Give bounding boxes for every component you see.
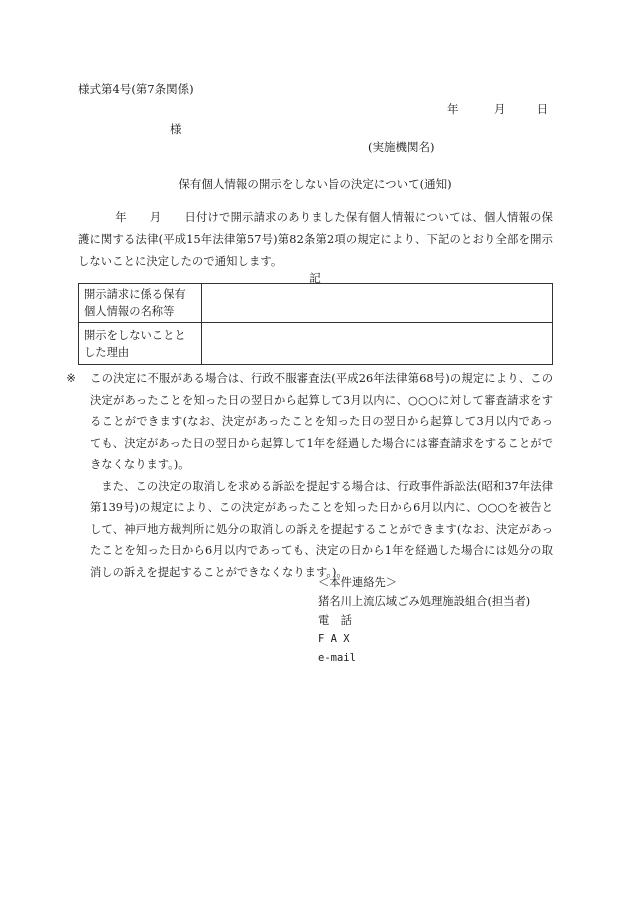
date-year: 年 <box>447 102 459 116</box>
date-day: 日 <box>536 102 549 116</box>
table-label-info-name: 開示請求に係る保有個人情報の名称等 <box>79 284 202 323</box>
table-value-info-name[interactable] <box>202 284 553 323</box>
notice-paragraph-appeal <box>66 368 553 476</box>
table-label-reason: 開示をしないこととした理由 <box>79 323 202 365</box>
table-row <box>79 284 553 323</box>
info-table <box>78 283 553 365</box>
document-title: 保有個人情報の開示をしない旨の決定について(通知) <box>178 177 452 191</box>
form-number: 様式第4号(第7条関係) <box>78 82 194 96</box>
note-mark: ※ <box>66 372 76 385</box>
notice-section <box>66 368 553 583</box>
contact-phone-label: 電 話 <box>318 614 352 627</box>
contact-fax-label: F A X <box>318 633 350 645</box>
contact-block <box>318 573 530 668</box>
body-paragraph: 年 月 日付けで開示請求のありました保有個人情報については、個人情報の保護に関する法律(平成15年法律第57号)第82条第2項の規定により、下記のとおり全部を開示しないことに決定したので通知します。 <box>78 211 553 268</box>
ki-heading: 記 <box>309 271 321 285</box>
table-row <box>79 323 553 365</box>
notice-appeal-text: この決定に不服がある場合は、行政不服審査法(平成26年法律第68号)の規定により、この決定があったことを知った日の翌日から起算して3月以内に、○○○に対して審査請求をすることができます(なお、決定があったことを知った日の翌日から起算して3月以内であっても、決定があった日の翌日から起算して1年を経過した場合には審査請求をすることができなくなります。)。 <box>90 372 553 471</box>
table-value-reason[interactable] <box>202 323 553 365</box>
notice-paragraph-lawsuit: また、この決定の取消しを求める訴訟を提起する場合は、行政事件訴訟法(昭和37年法律第139号)の規定により、この決定があったことを知った日から6月以内に、○○○を被告として、神戸地方裁判所に処分の取消しの訴えを提起することができます(なお、決定があったことを知った日から6月以内であっても、決定の日から1年を経過した場合には処分の取消しの訴えを提起することができなくなります。)。 <box>90 479 553 579</box>
contact-email-label: e-mail <box>318 652 356 664</box>
main-body <box>78 207 553 273</box>
date-line <box>447 101 548 117</box>
contact-heading: ＜本件連絡先＞ <box>318 576 398 589</box>
contact-organization: 猪名川上流広域ごみ処理施設組合(担当者) <box>318 595 531 608</box>
addressee-suffix: 様 <box>170 122 182 136</box>
issuer-name: (実施機関名) <box>368 140 435 154</box>
date-month: 月 <box>493 102 506 116</box>
